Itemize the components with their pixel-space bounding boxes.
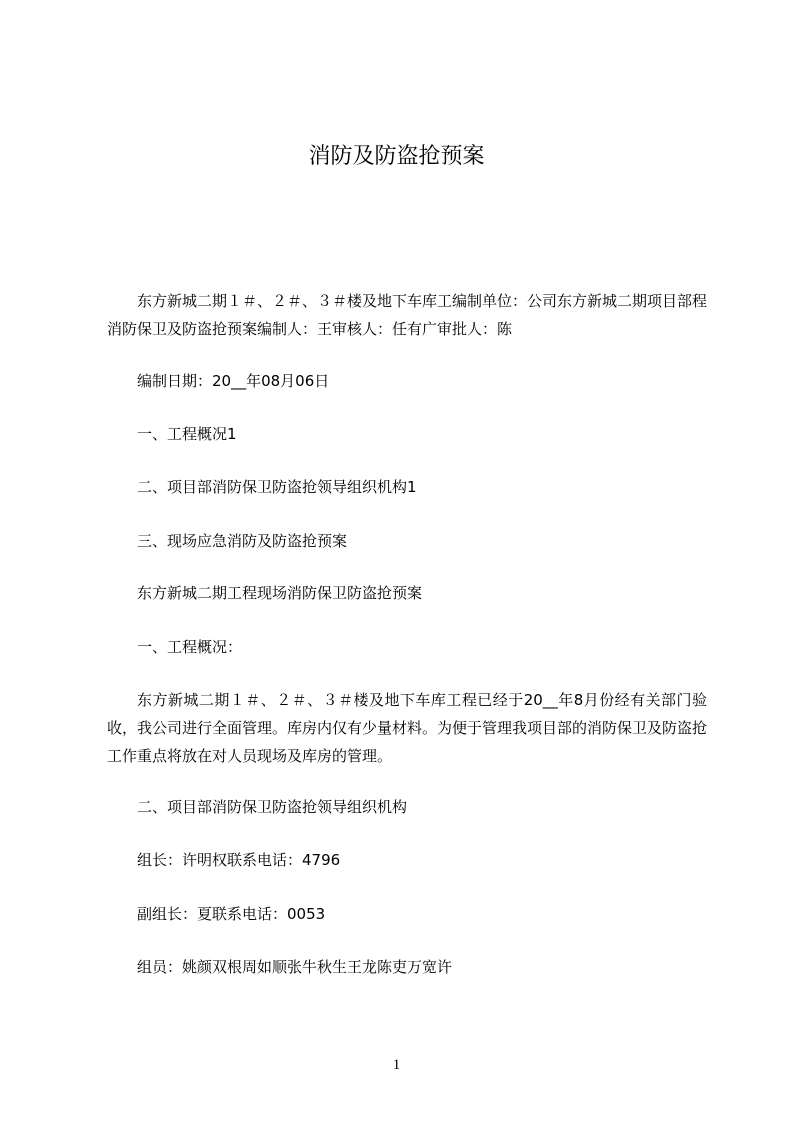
section2-heading: 二、项目部消防保卫防盗抢领导组织机构: [137, 798, 408, 816]
section1-body: 东方新城二期１＃、２＃、３＃楼及地下车库工程已经于20__年8月份经有关部门验收，我公司进行全面管理。库房内仅有少量材料。为便于管理我项目部的消防保卫及防盗抢工作重点将放在对人员现场及库房的管理。: [107, 691, 708, 765]
section1-heading: 一、工程概况：: [137, 638, 243, 656]
members-line: 组员：姚颜双根周如顺张牛秋生王龙陈吏万宽许: [137, 958, 453, 976]
date-line: 编制日期：20__年08月06日: [137, 372, 330, 390]
toc-item-2: 二、项目部消防保卫防盗抢领导组织机构1: [137, 478, 417, 496]
page-number: 1: [392, 1057, 401, 1073]
toc-item-3: 三、现场应急消防及防盗抢预案: [137, 532, 348, 550]
deputy-line: 副组长：夏联系电话：0053: [137, 905, 326, 923]
intro-paragraph: 东方新城二期１＃、２＃、３＃楼及地下车库工编制单位：公司东方新城二期项目部程消防保卫及防盗抢预案编制人：王审核人：任有广审批人：陈: [107, 292, 708, 338]
section-subtitle: 东方新城二期工程现场消防保卫防盗抢预案: [137, 584, 423, 602]
document-title: 消防及防盗抢预案: [308, 144, 485, 169]
toc-item-1: 一、工程概况1: [137, 425, 237, 443]
leader-line: 组长：许明权联系电话：4796: [137, 851, 341, 869]
